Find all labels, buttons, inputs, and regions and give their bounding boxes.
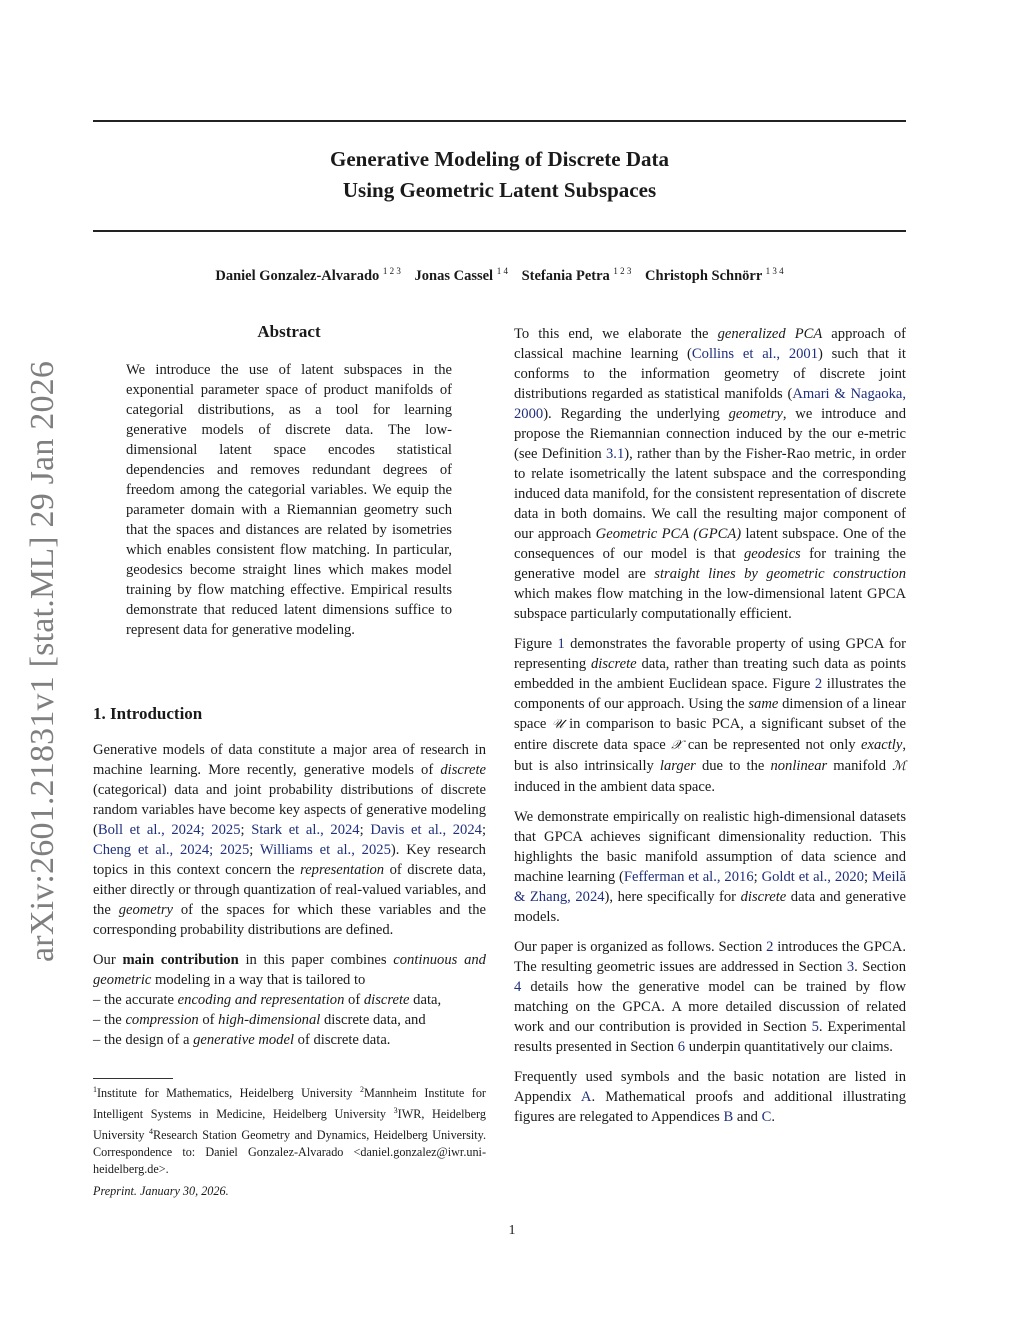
figure-link[interactable]: 2 <box>814 676 823 692</box>
abstract-heading: Abstract <box>257 322 321 341</box>
author-name: Jonas Cassel <box>414 267 494 284</box>
author <box>645 268 784 284</box>
author-list <box>93 266 906 285</box>
citation-link[interactable]: Boll et al., 2024; 2025 <box>97 822 241 838</box>
figure-link[interactable]: 1 <box>557 636 565 652</box>
abstract-text <box>126 360 452 650</box>
section-link[interactable]: 2 <box>766 939 774 955</box>
citation-link[interactable]: ; Stark et al., 2024 <box>241 822 360 838</box>
title-top-rule <box>93 120 906 122</box>
author <box>215 268 401 284</box>
appendix-link[interactable]: B <box>723 1109 734 1125</box>
citation-link[interactable]: ; Williams et al., 2025 <box>249 842 391 858</box>
title-line-2: Using Geometric Latent Subspaces <box>342 178 657 202</box>
appendix-link[interactable]: C <box>761 1109 772 1125</box>
contribution-item: – the compression of high-dimensional discrete data, and <box>93 1012 426 1028</box>
abstract-paragraph: We introduce the use of latent subspaces in the exponential parameter space of product manifolds of categorial distributions, as a tool for learning generative models of discrete data. The low-dimensional latent space encodes statistical dependencies and removes redundant degrees of freedom among the categorial variables. We equip the parameter domain with a Riemannian geometry such that the spaces and distances are related by isometries which enables consistent flow matching. In particular, geodesics become straight lines which makes model training by flow matching effective. Empirical results demonstrate that reduced latent dimensions suffice to represent data for generative modeling. <box>126 362 452 638</box>
contribution-item: – the design of a generative model of discrete data. <box>93 1032 391 1048</box>
citation-link[interactable]: ; Cheng et al., 2024; 2025 <box>93 822 486 858</box>
intro-column <box>93 740 486 1050</box>
author-name: Daniel Gonzalez-Alvarado <box>215 267 380 284</box>
appendix-link[interactable]: A <box>580 1089 592 1105</box>
title-bottom-rule <box>93 230 906 232</box>
right-column <box>514 324 906 1137</box>
author <box>415 268 508 284</box>
citation-link[interactable]: Fefferman et al., 2016 <box>623 869 754 885</box>
affiliation-footnote: $^1$Institute for Mathematics, Heidelberg University $^2$Mannheim Institute for Intelligent Systems in Medicine, Heidelberg University $^3$IWR, Heidelberg University $^4$Research Station Geometry and Dynamics, Heidelberg University. Correspondence to: Daniel Gonzalez-Alvarado <daniel.gonzalez@iwr.uni-heidelberg.de>. <box>93 1085 486 1177</box>
author <box>522 268 632 284</box>
section-link[interactable]: 5 <box>811 1019 819 1035</box>
paper-title <box>93 144 906 206</box>
preprint-note: Preprint. January 30, 2026. <box>93 1184 229 1198</box>
author-affiliation: 1 3 4 <box>765 266 784 276</box>
arxiv-identifier: arXiv:2601.21831v1 [stat.ML] 29 Jan 2026 <box>24 360 61 962</box>
author-affiliation: 1 4 <box>496 266 508 276</box>
right-paragraph-1: To this end, we elaborate the generalized PCA approach of classical machine learning (Collins et al., 2001) such that it conforms to the information geometry of discrete joint distributions regarded as statistical manifolds (Amari & Nagaoka, 2000). Regarding the underlying geometry, we introduce and propose the Riemannian connection induced by the our e-metric (see Definition 3.1), rather than by the Fisher-Rao metric, in order to relate isometrically the latent subspace and the corresponding induced data manifold, for the consistent representation of discrete data in both domains. We call the resulting major component of our approach Geometric PCA (GPCA) latent subspace. One of the consequences of our model is that geodesics for training the generative model are straight lines by geometric construction which makes flow matching in the low-dimensional latent GPCA subspace particularly computationally efficient. <box>514 326 907 622</box>
right-paragraph-4: Our paper is organized as follows. Section 2 introduces the GPCA. The resulting geometric issues are addressed in Section 3. Section 4 details how the generative model can be trained by flow matching on the GPCA. A more detailed discussion of related work and our contribution is provided in Section 5. Experimental results presented in Section 6 underpin quantitatively our claims. <box>514 939 906 1055</box>
right-paragraph-3: We demonstrate empirically on realistic high-dimensional datasets that GPCA achieves significant dimensionality reduction. This highlights the basic manifold assumption of data science and machine learning (Fefferman et al., 2016; Goldt et al., 2020; Meilă & Zhang, 2024), here specifically for discrete data and generative models. <box>514 807 906 927</box>
intro-paragraph-2: Our main contribution in this paper combines continuous and geometric modeling in a way that is tailored to – the accurate encoding and representation of discrete data, – the compression of high-dimensional discrete data, and – the design of a generative model of discrete data. <box>93 952 486 1048</box>
right-paragraph-2: Figure 1 demonstrates the favorable property of using GPCA for representing discrete data, rather than treating such data as points embedded in the ambient Euclidean space. Figure 2 illustrates the components of our approach. Using the same dimension of a linear space 𝒰 in comparison to basic PCA, a significant subset of the entire discrete data space 𝒳 can be represented not only exactly, but is also intrinsically larger due to the nonlinear manifold ℳ induced in the ambient data space. <box>514 636 906 795</box>
citation-link[interactable]: Amari & Nagaoka, 2000 <box>514 386 906 422</box>
citation-link[interactable]: Collins et al., 2001 <box>691 346 819 362</box>
intro-paragraph-1: Generative models of data constitute a major area of research in machine learning. More recently, generative models of discrete (categorical) data and joint probability distributions of discrete random variables have become key aspects of generative modeling (Boll et al., 2024; 2025; Stark et al., 2024; Davis et al., 2024; Cheng et al., 2024; 2025; Williams et al., 2025). Key research topics in this context concern the representation of discrete data, either directly or through quantization of real-valued variables, and the geometry of the spaces for which these variables and the corresponding probability distributions are defined. <box>93 740 486 940</box>
citation-link[interactable]: ; Meilă & Zhang, 2024 <box>514 869 906 905</box>
citation-link[interactable]: ; Goldt et al., 2020 <box>754 869 864 885</box>
citation-link[interactable]: ; Davis et al., 2024 <box>360 822 482 838</box>
right-paragraph-5: Frequently used symbols and the basic notation are listed in Appendix A. Mathematical proofs and additional illustrating figures are relegated to Appendices B and C. <box>514 1069 907 1125</box>
author-affiliation: 1 2 3 <box>613 266 632 276</box>
author-name: Stefania Petra <box>521 267 610 284</box>
title-line-1: Generative Modeling of Discrete Data <box>329 147 669 171</box>
intro-heading: 1. Introduction <box>93 704 203 723</box>
footnote-rule <box>93 1078 173 1079</box>
page-number: 1 <box>508 1223 516 1238</box>
author-name: Christoph Schnörr <box>645 267 762 284</box>
contribution-item: – the accurate encoding and representation of discrete data, <box>93 992 442 1008</box>
author-affiliation: 1 2 3 <box>382 266 401 276</box>
section-link[interactable]: 4 <box>514 979 522 995</box>
section-link[interactable]: 6 <box>677 1039 686 1055</box>
definition-link[interactable]: 3.1 <box>606 446 625 462</box>
section-link[interactable]: 3 <box>846 959 855 975</box>
